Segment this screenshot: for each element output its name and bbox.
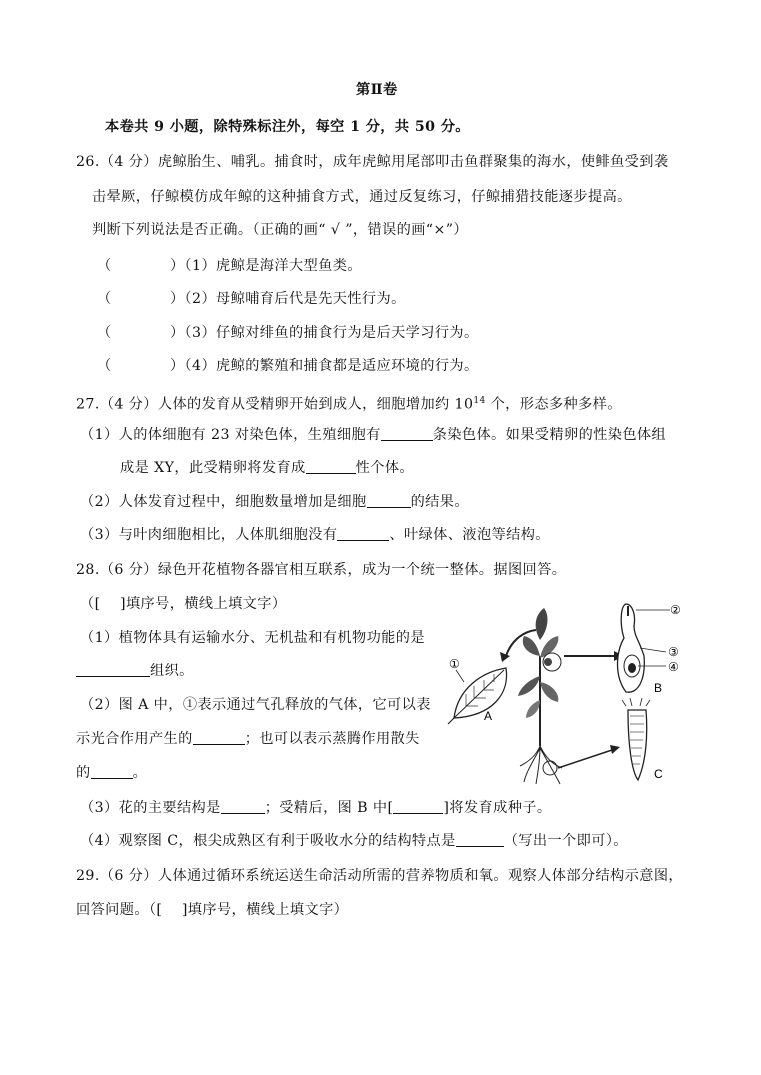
q27-sub-1: （1）人的体细胞有 23 对染色体，生殖细胞有 条染色体。如果受精卵的性染色体组 bbox=[80, 427, 667, 443]
label-1: ① bbox=[449, 657, 460, 671]
arrow-icon bbox=[610, 745, 620, 754]
q27-sub-1-cont: 成是 XY，此受精卵将发育成 性个体。 bbox=[120, 460, 414, 476]
answer-blank[interactable] bbox=[456, 832, 504, 847]
q26-instruction: 判断下列说法是否正确。（正确的画“ √ ”，错误的画“×”） bbox=[92, 222, 468, 238]
plant-diagram bbox=[440, 596, 690, 788]
q28-sub-4: （4）观察图 C，根尖成熟区有利于吸收水分的结构特点是 （写出一个即可）。 bbox=[80, 833, 628, 849]
q28-sub-2: （2）图 A 中，①表示通过气孔释放的气体，它可以表 bbox=[80, 697, 431, 713]
q28-instruction: （[ ]填序号，横线上填文字） bbox=[80, 596, 287, 612]
q28-stem: 28.（6 分）绿色开花植物各器官相互联系，成为一个统一整体。据图回答。 bbox=[76, 562, 567, 578]
figure-c-root-tip bbox=[622, 698, 650, 780]
answer-blank[interactable] bbox=[306, 459, 356, 474]
q27-sub-3: （3）与叶肉细胞相比，人体肌细胞没有 、叶绿体、液泡等结构。 bbox=[80, 527, 550, 543]
answer-blank[interactable] bbox=[367, 493, 411, 508]
answer-blank[interactable] bbox=[76, 662, 150, 677]
q28-sub-2-end: 的 。 bbox=[76, 765, 148, 781]
answer-blank[interactable] bbox=[91, 764, 133, 779]
answer-blank[interactable] bbox=[337, 526, 389, 541]
q28-sub-1-cont: 组织。 bbox=[76, 661, 194, 681]
answer-blank[interactable] bbox=[381, 426, 433, 441]
q27-stem: 27.（4 分）人体的发育从受精卵开始到成人，细胞增加约 $10^{14}$ 个，形态多种多样。 bbox=[76, 396, 622, 413]
label-3: ③ bbox=[668, 645, 679, 659]
q28-sub-2-cont: 示光合作用产生的 ；也可以表示蒸腾作用散失 bbox=[76, 731, 420, 747]
q29-instruction: 回答问题。（[ ]填序号，横线上填文字） bbox=[76, 902, 349, 918]
label-a: A bbox=[484, 709, 493, 723]
q26-item-2: （ ）（2）母鲸哺育后代是先天性行为。 bbox=[97, 291, 406, 307]
q26-item-4: （ ）（4）虎鲸的繁殖和捕食都是适应环境的行为。 bbox=[97, 358, 479, 374]
label-2: ② bbox=[670, 603, 681, 617]
q27-sub-2: （2）人体发育过程中，细胞数量增加是细胞 的结果。 bbox=[80, 494, 469, 510]
label-4: ④ bbox=[668, 660, 679, 674]
arrow-icon bbox=[500, 652, 510, 662]
answer-blank[interactable] bbox=[221, 799, 265, 814]
q28-sub-3: （3）花的主要结构是 ；受精后，图 B 中[ ]将发育成种子。 bbox=[80, 800, 552, 816]
label-c: C bbox=[654, 767, 663, 781]
figure-a-leaf bbox=[448, 668, 507, 724]
answer-blank[interactable] bbox=[393, 799, 443, 814]
exam-intro: 本卷共 9 小题，除特殊标注外，每空 1 分，共 50 分。 bbox=[105, 119, 470, 135]
q26-stem-line2: 击晕厥，仔鲸模仿成年鲸的这种捕食方式，通过反复练习，仔鲸捕猎技能逐步提高。 bbox=[92, 189, 632, 205]
answer-blank[interactable] bbox=[193, 730, 245, 745]
q26-item-3: （ ）（3）仔鲸对绯鱼的捕食行为是后天学习行为。 bbox=[97, 325, 479, 341]
q26-item-1: （ ）（1）虎鲸是海洋大型鱼类。 bbox=[97, 258, 362, 274]
q28-sub-1: （1）植物体具有运输水分、无机盐和有机物功能的是 bbox=[80, 630, 425, 646]
q26-stem-line1: 26.（4 分）虎鲸胎生、哺乳。捕食时，成年虎鲸用尾部叩击鱼群聚集的海水，使鲱鱼受到袭 bbox=[76, 154, 669, 170]
q29-stem: 29.（6 分）人体通过循环系统运送生命活动所需的营养物质和氧。观察人体部分结构示意图， bbox=[76, 868, 684, 884]
section-title: 第Ⅱ卷 bbox=[356, 82, 398, 98]
label-b: B bbox=[654, 681, 663, 695]
